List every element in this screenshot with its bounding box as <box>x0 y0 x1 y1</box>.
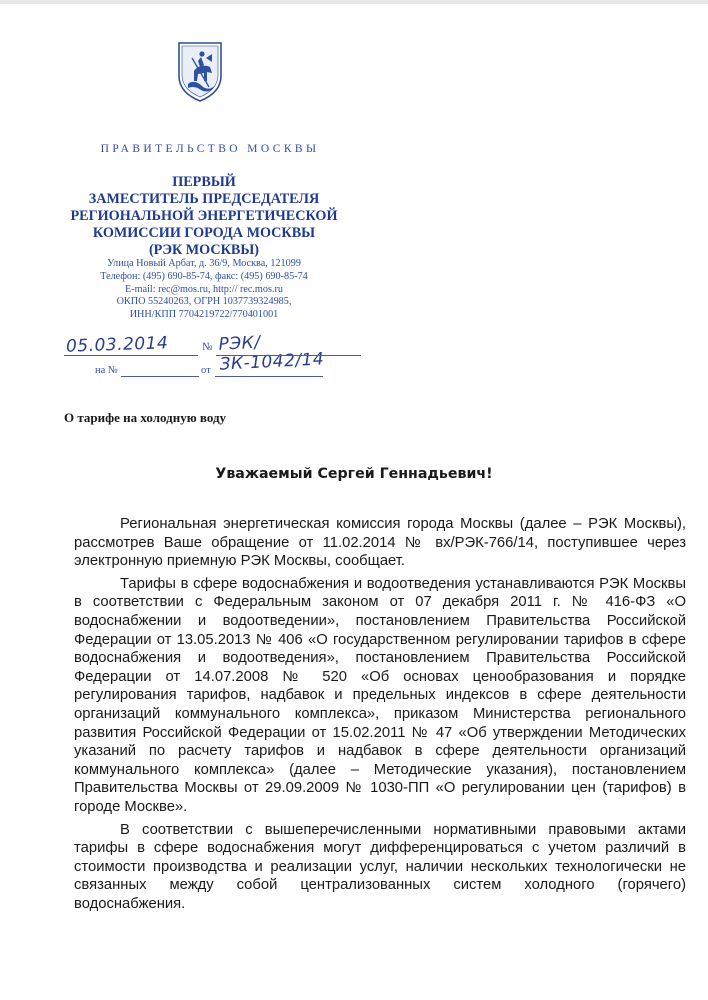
number-sign: № <box>202 341 213 353</box>
salutation: Уважаемый Сергей Геннадьевич! <box>215 466 493 482</box>
authority-title-line: РЕГИОНАЛЬНОЙ ЭНЕРГЕТИЧЕСКОЙ <box>70 208 338 224</box>
authority-title <box>40 174 368 259</box>
number-underline <box>216 355 361 356</box>
from-label: от <box>201 365 211 376</box>
reference-label: на № <box>95 365 118 376</box>
authority-title-line: (РЭК МОСКВЫ) <box>148 242 260 258</box>
reference-blank <box>121 376 199 377</box>
letter-body <box>74 515 686 913</box>
contact-address: Улица Новый Арбат, д. 36/9, Москва, 121099 <box>107 258 301 269</box>
authority-title-line: КОМИССИИ ГОРОДА МОСКВЫ <box>92 225 316 241</box>
handwritten-number: РЭК/ЗК-1042/14 <box>218 332 325 375</box>
government-name: ПРАВИТЕЛЬСТВО МОСКВЫ <box>100 143 320 155</box>
from-blank <box>215 376 323 377</box>
contact-block <box>40 258 368 322</box>
body-paragraph: Тарифы в сфере водоснабжения и водоотведения устанавливаются РЭК Москвы в соответствии с Федеральным законом от 07 декабря 2011 г. № 416-ФЗ «О водоснабжении и водоотведении», постановлением Правительства Российской Федерации от 13.05.2013 № 406 «О государственном регулировании тарифов в сфере водоснабжения и водоотведения», постановлением Правительства Российской Федерации от 14.07.2008 № 520 «Об основах ценообразования и порядке регулирования тарифов, надбавок и предельных индексов в сфере деятельности организаций коммунального комплекса», приказом Министерства регионального развития Российской Федерации от 15.02.2011 № 47 «Об утверждении Методических указаний по расчету тарифов и надбавок в сфере деятельности организаций коммунального комплекса» (далее – Методические указания), постановлением Правительства Москвы от 29.09.2009 № 1030-ПП «О регулировании цен (тарифов) в городе Москве». <box>74 575 686 815</box>
handwritten-date: 05.03.2014 <box>65 333 169 357</box>
moscow-coat-of-arms-icon <box>176 40 224 102</box>
contact-phone: Телефон: (495) 690-85-74, факс: (495) 690-85-74 <box>100 270 308 282</box>
scan-edge <box>0 0 708 4</box>
contact-email: E-mail: rec@mos.ru, http:// rec.mos.ru <box>125 283 283 295</box>
reference-line <box>95 365 335 379</box>
body-paragraph: В соответствии с вышеперечисленными нормативными правовыми актами тарифы в сфере водоснабжения могут дифференцироваться с учетом различий в стоимости производства и реализации услуг, наличии нескольких технологически не связанных между собой централизованных систем холодного (горячего) водоснабжения. <box>74 821 686 912</box>
authority-title-line: ПЕРВЫЙ <box>172 174 236 190</box>
date-underline <box>64 355 198 356</box>
contact-inn: ИНН/КПП 7704219722/770401001 <box>129 309 279 321</box>
contact-okpo: ОКПО 55240263, ОГРН 1037739324985, <box>116 296 292 308</box>
authority-title-line: ЗАМЕСТИТЕЛЬ ПРЕДСЕДАТЕЛЯ <box>88 191 320 207</box>
body-paragraph: Региональная энергетическая комиссия города Москвы (далее – РЭК Москвы), рассмотрев Ваше обращение от 11.02.2014 № вх/РЭК-766/14, поступившее через электронную приемную РЭК Москвы, сообщает. <box>74 516 686 570</box>
letter-subject: О тарифе на холодную воду <box>64 410 227 425</box>
